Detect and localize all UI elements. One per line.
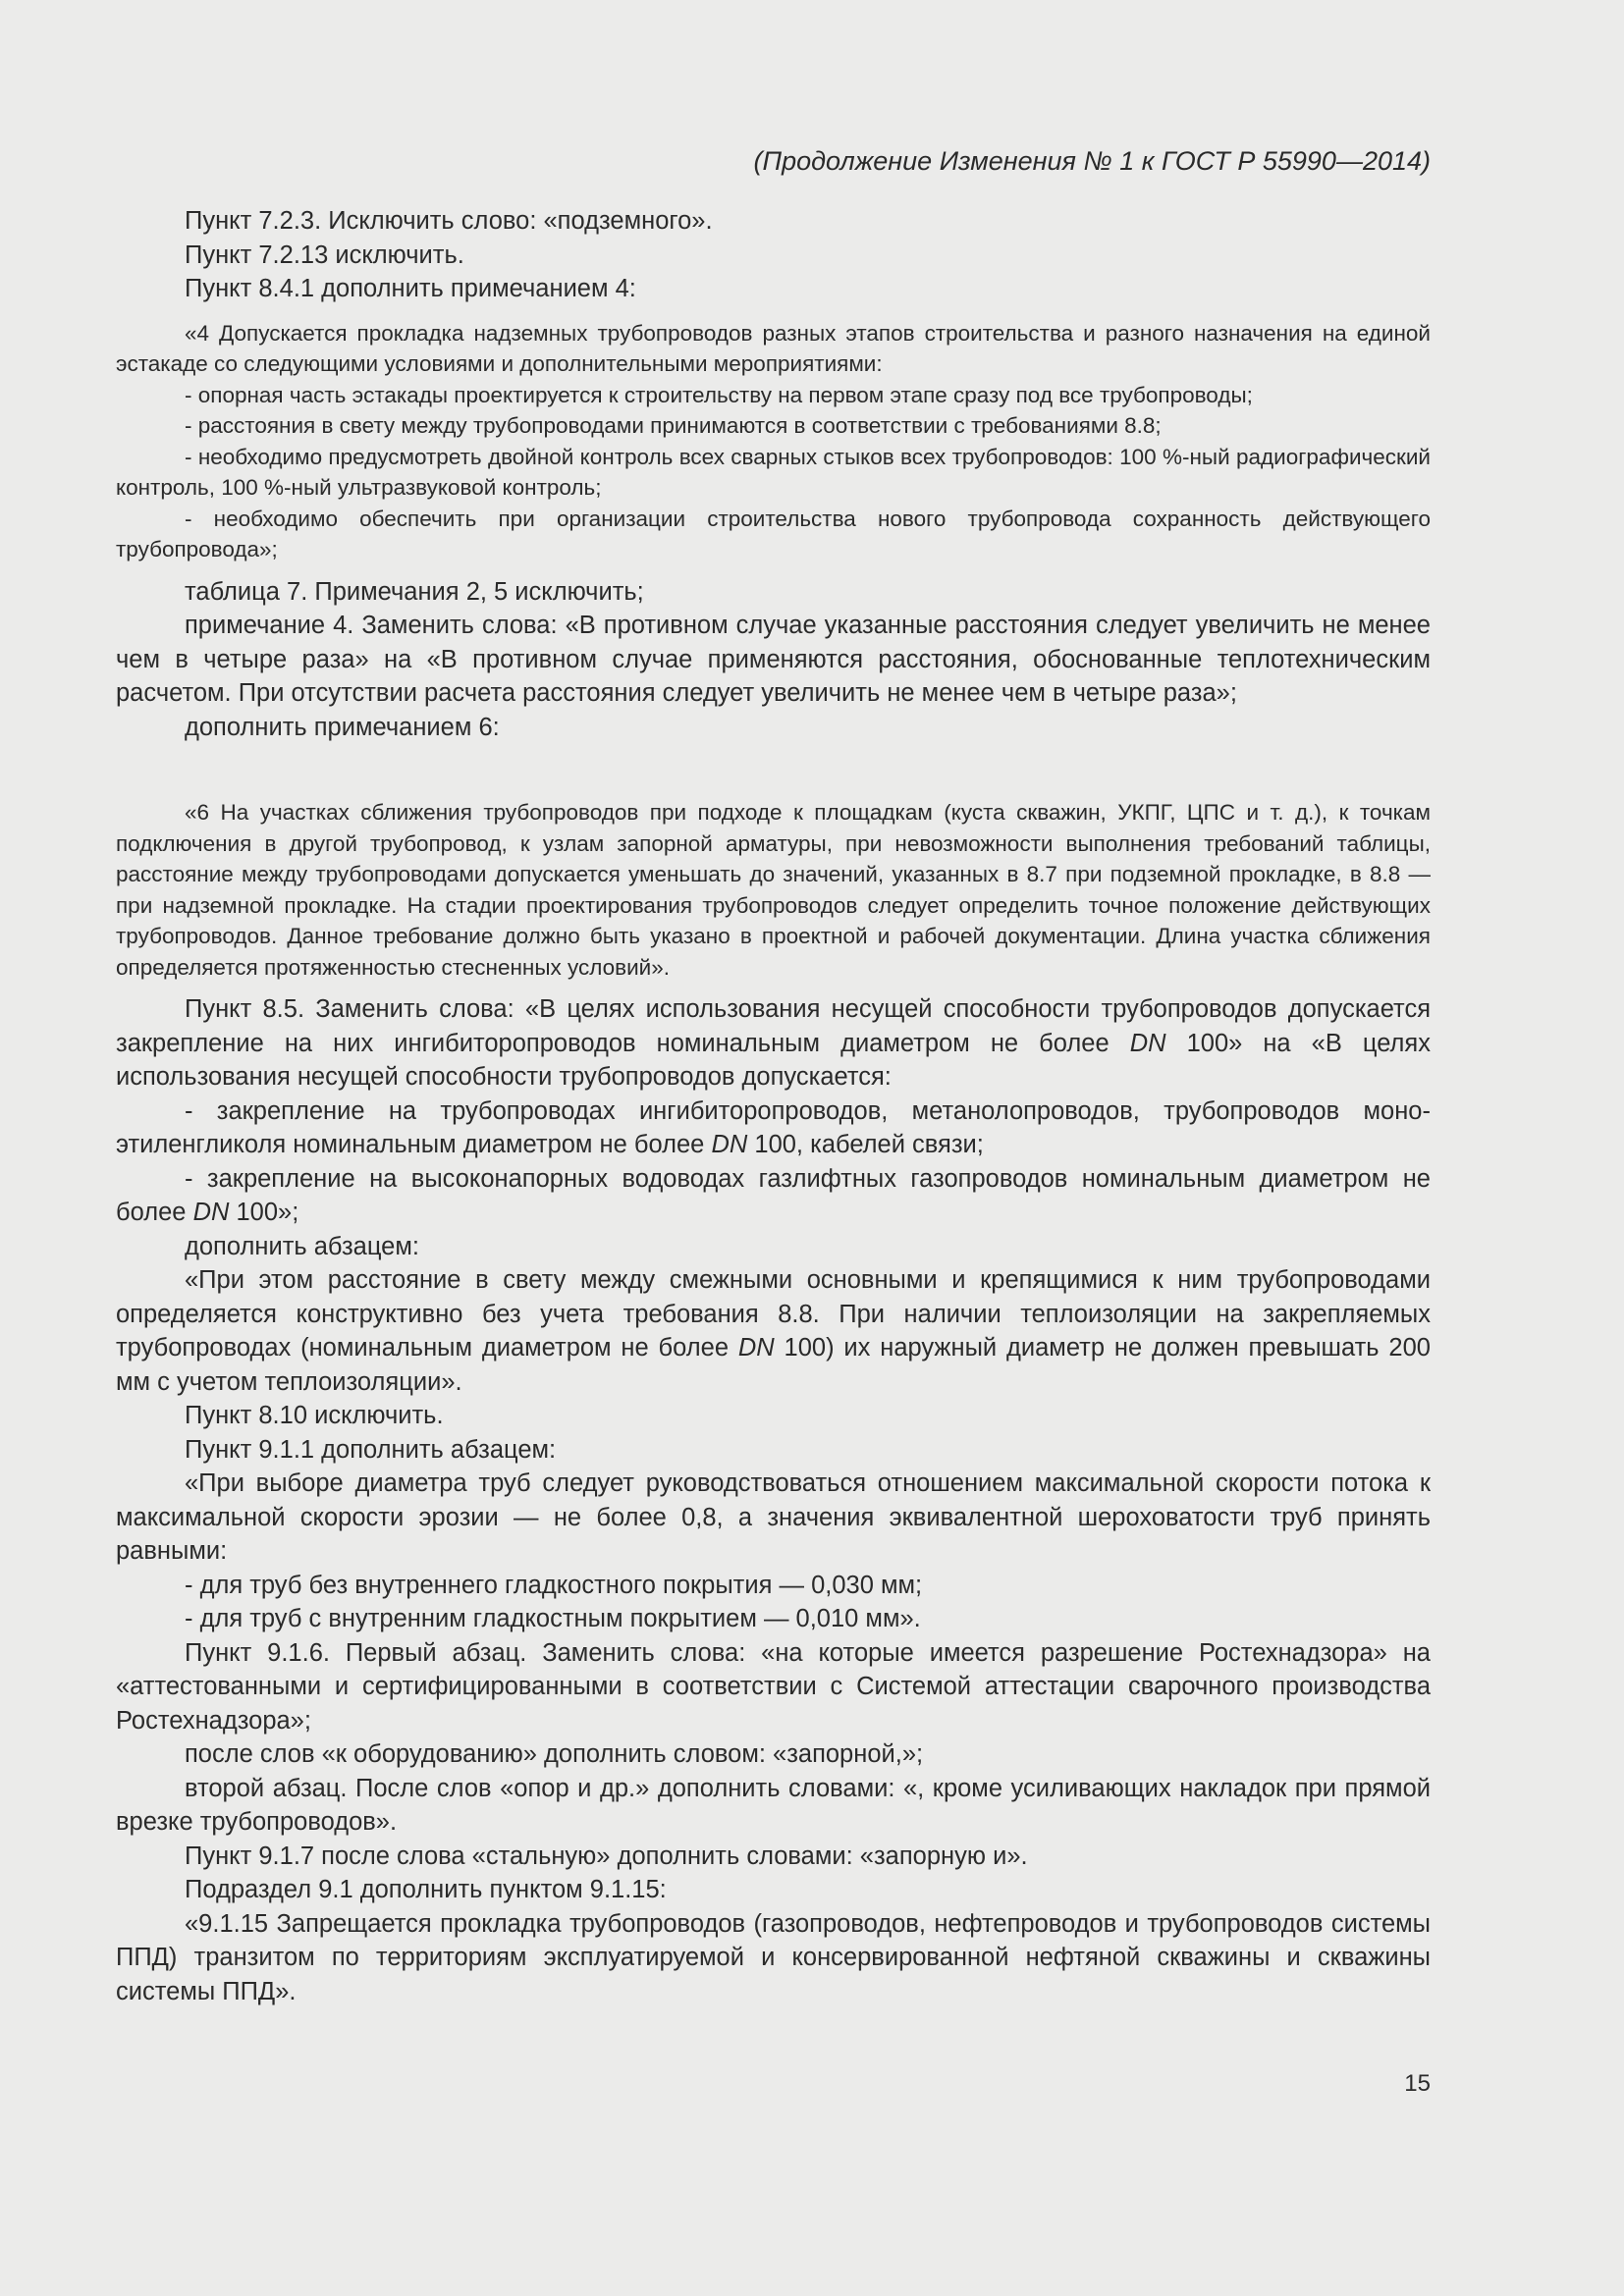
note-paragraph: «6 На участках сближения трубопроводов при подходе к площадкам (куста скважин, УКПГ, ЦПС и т. д.), к точкам подключения в другой трубопровод, к узлам запорной арматуры, при невозможности выполнения требований таблицы, расстояние между трубопроводами допускается уменьшать до значений, указанных в 8.7 при подземной прокладке, в 8.8 — при надземной прокладке. На стадии проектирования трубопроводов следует определить точное положение действующих трубопроводов. Данное требование должно быть указано в проектной и рабочей документации. Длина участка сближения определяется протяженностью стесненных условий». [116, 800, 1431, 980]
text-run: - закрепление на трубопроводах ингибиторопроводов, метанолопроводов, трубопроводов моноэтиленгликоля номинальным диаметром не более [116, 1096, 1431, 1158]
paragraph: «При выборе диаметра труб следует руководствоваться отношением максимальной скорости потока к максимальной скорости эрозии — не более 0,8, а значения эквивалентной шероховатости труб принять равными: [116, 1469, 1431, 1565]
text-run: 100, кабелей связи; [747, 1131, 984, 1158]
text-run: 100) их наружный диаметр не должен превышать 200 мм с учетом теплоизоляции». [116, 1334, 1431, 1396]
paragraph: Пункт 8.10 исключить. [185, 1402, 444, 1429]
paragraph: второй абзац. После слов «опор и др.» дополнить словами: «, кроме усиливающих накладок при прямой врезке трубопроводов». [116, 1774, 1431, 1836]
paragraph: дополнить абзацем: [185, 1232, 419, 1260]
paragraph: «9.1.15 Запрещается прокладка трубопроводов (газопроводов, нефтепроводов и трубопроводов системы ППД) транзитом по территориям эксплуатируемой и консервированной нефтяной скважины и скважины системы ППД». [116, 1909, 1431, 2005]
list-item: - для труб с внутренним гладкостным покрытием — 0,010 мм». [185, 1605, 921, 1632]
text-run: «При этом расстояние в свету между смежными основными и крепящимися к ним трубопроводами определяется конструктивно без учета требования 8.8. При наличии теплоизоляции на закрепляемых трубопроводах (номинальным диаметром не более [116, 1266, 1431, 1362]
paragraph: Пункт 9.1.1 дополнить абзацем: [185, 1435, 557, 1464]
paragraph: Пункт 7.2.3. Исключить слово: «подземного». [185, 207, 713, 235]
note-list-item: - опорная часть эстакады проектируется к строительству на первом этапе сразу под все трубопроводы; [185, 382, 1253, 407]
note-list-item: - расстояния в свету между трубопроводами принимаются в соответствии с требованиями 8.8; [185, 413, 1162, 438]
dn-symbol: DN [711, 1131, 748, 1158]
paragraph: Пункт 7.2.13 исключить. [185, 240, 464, 269]
amendments-block-2 [116, 575, 1431, 745]
note-4 [116, 318, 1431, 565]
paragraph-8-5 [116, 992, 1431, 1095]
quote-paragraph [116, 1263, 1431, 1399]
page-number: 15 [1404, 2070, 1431, 2097]
amendments-block-1 [116, 204, 1431, 306]
dn-symbol: DN [737, 1334, 775, 1362]
text-run: - закрепление на высоконапорных водоводах газлифтных газопроводов номинальным диаметром не более [116, 1164, 1431, 1226]
paragraph: Пункт 8.4.1 дополнить примечанием 4: [185, 275, 636, 302]
paragraph: Пункт 9.1.7 после слова «стальную» дополнить словами: «запорную и». [185, 1842, 1028, 1870]
paragraph: после слов «к оборудованию» дополнить словом: «запорной,»; [185, 1740, 924, 1768]
running-header: (Продолжение Изменения № 1 к ГОСТ Р 55990—2014) [753, 146, 1431, 176]
note-list-item: - необходимо предусмотреть двойной контроль всех сварных стыков всех трубопроводов: 100 %-ный радиографический контроль, 100 %-ный ультразвуковой контроль; [116, 444, 1431, 500]
note-paragraph: «4 Допускается прокладка надземных трубопроводов разных этапов строительства и разного назначения на единой эстакаде со следующими условиями и дополнительными мероприятиями: [116, 320, 1431, 376]
document-page [116, 143, 1431, 2008]
paragraph: Пункт 9.1.6. Первый абзац. Заменить слова: «на которые имеется разрешение Ростехнадзора» на «аттестованными и сертифицированными в соответствии с Системой аттестации сварочного производства Ростехнадзора»; [116, 1638, 1431, 1735]
list-item: - для труб без внутреннего гладкостного покрытия — 0,030 мм; [185, 1571, 923, 1599]
list-item [116, 1162, 1431, 1230]
dn-symbol: DN [192, 1199, 230, 1226]
note-6 [116, 797, 1431, 983]
text-run: 100»; [229, 1199, 299, 1226]
note-list-item: - необходимо обеспечить при организации строительства нового трубопровода сохранность действующего трубопровода»; [116, 506, 1431, 561]
amendments-block-3 [116, 992, 1431, 2008]
paragraph: Подраздел 9.1 дополнить пунктом 9.1.15: [185, 1876, 667, 1903]
dn-symbol: DN [1129, 1029, 1166, 1057]
paragraph: таблица 7. Примечания 2, 5 исключить; [185, 577, 644, 606]
text-run: Пункт 8.5. Заменить слова: «В целях использования несущей способности трубопроводов допускается закрепление на них ингибиторопроводов номинальным диаметром не более [116, 995, 1431, 1057]
text-run: 100» на «В целях использования несущей способности трубопроводов допускается: [116, 1029, 1431, 1091]
paragraph: примечание 4. Заменить слова: «В противном случае указанные расстояния следует увеличить не менее чем в четыре раза» на «В противном случае применяются расстояния, обоснованные теплотехническим расчетом. При отсутствии расчета расстояния следует увеличить не менее чем в четыре раза»; [116, 612, 1431, 707]
list-item [116, 1095, 1431, 1162]
paragraph: дополнить примечанием 6: [185, 713, 500, 741]
